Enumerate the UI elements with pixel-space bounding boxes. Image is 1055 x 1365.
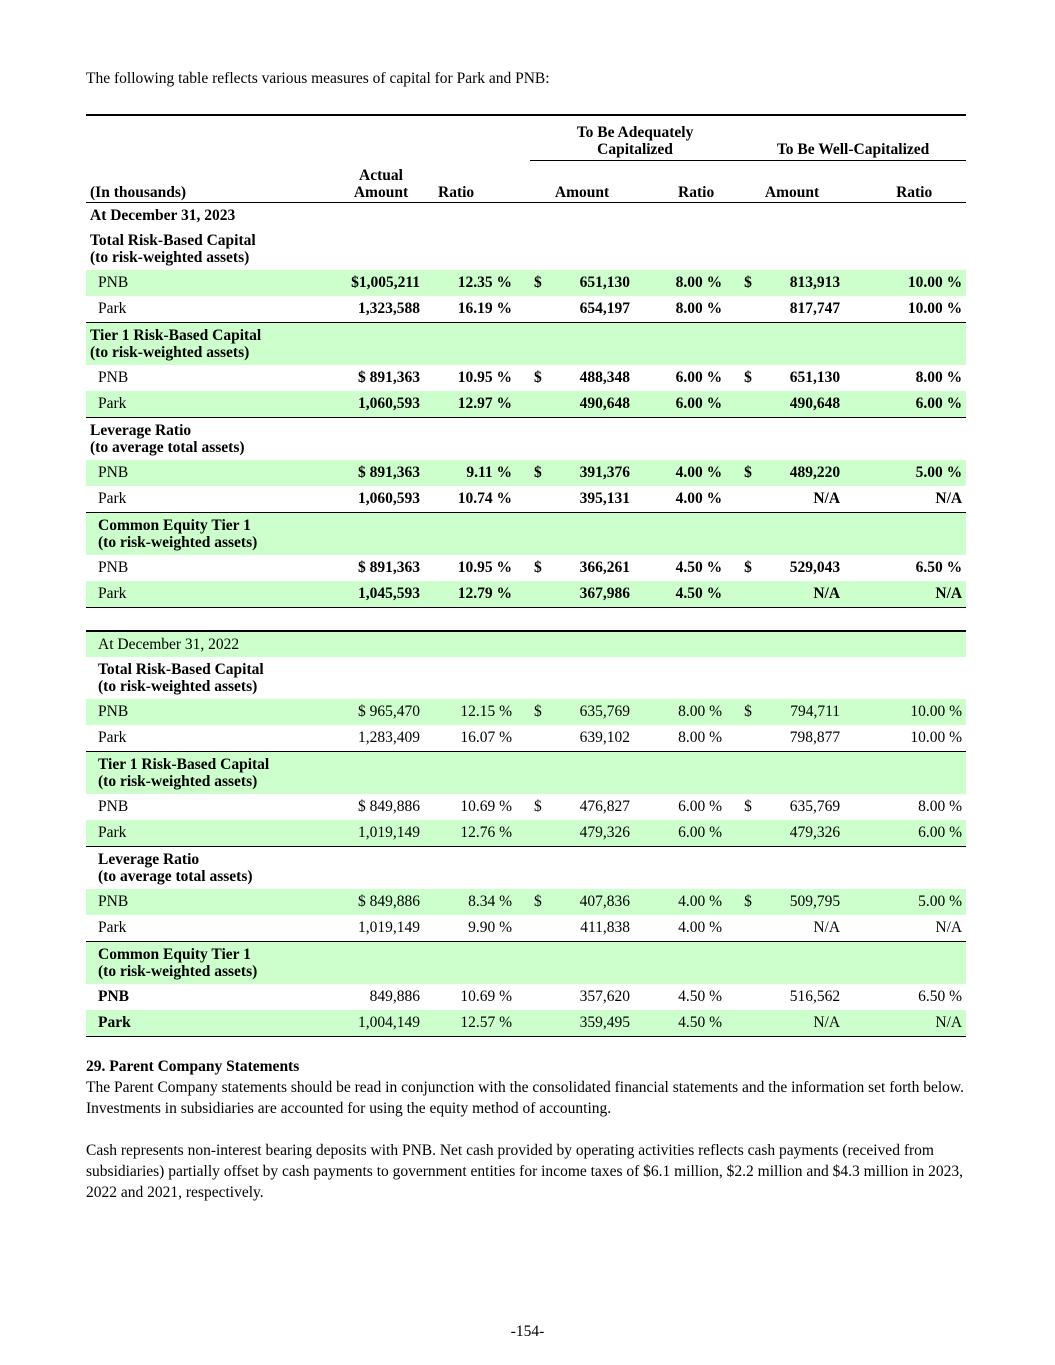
actual-ratio-cell: 9.90 % — [424, 915, 530, 942]
col-header-adq-amount: Amount — [530, 161, 634, 203]
section-title-line2: (to risk-weighted assets) — [98, 962, 258, 980]
table-row — [86, 391, 966, 418]
well-dollar-cell — [740, 391, 760, 418]
table-body-2022 — [86, 631, 966, 1037]
section-header-row — [86, 846, 966, 889]
section-title-line1: Leverage Ratio — [98, 850, 200, 868]
well-ratio-cell: N/A — [844, 1010, 966, 1037]
actual-amount-cell: 1,019,149 — [338, 820, 424, 847]
actual-ratio-cell: 12.57 % — [424, 1010, 530, 1037]
actual-ratio-cell: 12.15 % — [460, 703, 513, 720]
actual-amount-cell: 1,323,588 — [338, 296, 424, 323]
actual-ratio-cell: 9.11 % — [466, 464, 513, 481]
well-dollar-cell — [740, 486, 760, 513]
section-title — [86, 512, 966, 555]
adq-ratio-cell: 6.00 % — [634, 820, 740, 847]
section-title-line1: Leverage Ratio — [90, 421, 192, 439]
well-amount-cell: 529,043 — [789, 559, 841, 576]
adq-dollar-cell — [530, 581, 550, 608]
section-title-line2: (to risk-weighted assets) — [90, 343, 250, 361]
table-row — [86, 1010, 966, 1037]
adq-amount-cell: 651,130 — [579, 274, 631, 291]
well-ratio-cell: 8.00 % — [918, 798, 963, 815]
actual-amount-cell: $ 849,886 — [358, 893, 420, 910]
section-title-line1: Total Risk-Based Capital — [90, 231, 256, 249]
entity-cell: Park — [86, 486, 338, 513]
actual-ratio-cell: 10.95 % — [457, 369, 513, 386]
well-dollar-cell — [740, 581, 760, 608]
date-label: At December 31, 2023 — [90, 206, 236, 224]
adq-amount-cell: 359,495 — [550, 1010, 634, 1037]
well-ratio-cell: 6.50 % — [918, 988, 963, 1005]
well-amount-cell: 516,562 — [789, 988, 841, 1005]
actual-ratio-cell: 12.79 % — [424, 581, 530, 608]
table-row — [86, 915, 966, 942]
well-amount-cell: 798,877 — [760, 725, 844, 752]
section-title-line2: (to risk-weighted assets) — [90, 248, 250, 266]
well-dollar-cell: $ — [744, 559, 752, 576]
well-ratio-cell: 6.50 % — [915, 559, 963, 576]
table-row — [86, 555, 966, 581]
section-title — [86, 941, 966, 984]
section-title-line2: (to average total assets) — [98, 867, 253, 885]
actual-ratio-cell: 10.69 % — [460, 988, 513, 1005]
section-title-line1: Tier 1 Risk-Based Capital — [90, 326, 262, 344]
adq-dollar-cell — [530, 915, 550, 942]
entity-cell: Park — [86, 1010, 338, 1037]
adq-dollar-cell — [530, 820, 550, 847]
col-header-well-ratio: Ratio — [844, 161, 966, 203]
adq-amount-cell: 639,102 — [550, 725, 634, 752]
well-dollar-cell: $ — [744, 703, 752, 720]
well-amount-cell: 489,220 — [789, 464, 841, 481]
well-amount-cell: 817,747 — [760, 296, 844, 323]
entity-cell: Park — [86, 820, 338, 847]
section-title — [86, 657, 966, 699]
actual-ratio-cell: 16.19 % — [424, 296, 530, 323]
section-title-line2: (to risk-weighted assets) — [98, 772, 258, 790]
well-ratio-cell: 8.00 % — [915, 369, 963, 386]
entity-cell: PNB — [98, 464, 129, 481]
well-amount-cell: 794,711 — [790, 703, 841, 720]
col-header-in-thousands: (In thousands) — [86, 161, 338, 203]
well-ratio-cell: 6.00 % — [844, 391, 966, 418]
adq-dollar-cell: $ — [534, 274, 542, 291]
well-amount-cell: 490,648 — [760, 391, 844, 418]
section-header-row — [86, 417, 966, 460]
section-title — [86, 417, 966, 460]
adq-amount-cell: 476,827 — [579, 798, 631, 815]
well-amount-cell: 635,769 — [789, 798, 841, 815]
entity-cell: Park — [86, 296, 338, 323]
actual-amount-cell: $ 891,363 — [358, 464, 420, 481]
well-dollar-cell — [740, 296, 760, 323]
well-amount-cell: N/A — [760, 581, 844, 608]
table-row — [86, 889, 966, 915]
adq-ratio-cell: 8.00 % — [675, 274, 723, 291]
entity-cell: PNB — [98, 369, 129, 386]
adq-amount-cell: 490,648 — [550, 391, 634, 418]
well-dollar-cell — [740, 984, 760, 1010]
well-ratio-cell: 10.00 % — [844, 296, 966, 323]
adq-ratio-cell: 4.50 % — [675, 559, 723, 576]
adq-dollar-cell: $ — [534, 369, 542, 386]
adq-amount-cell: 479,326 — [550, 820, 634, 847]
adq-amount-cell: 407,836 — [579, 893, 631, 910]
well-dollar-cell — [740, 1010, 760, 1037]
actual-ratio-cell: 16.07 % — [424, 725, 530, 752]
adq-ratio-cell: 4.50 % — [678, 988, 723, 1005]
adq-amount-cell: 411,838 — [550, 915, 634, 942]
actual-amount-cell: 1,283,409 — [338, 725, 424, 752]
adq-dollar-cell: $ — [534, 703, 542, 720]
entity-cell: Park — [86, 915, 338, 942]
col-header-actual-amount: Actual Amount — [338, 161, 424, 203]
actual-ratio-cell: 10.69 % — [460, 798, 513, 815]
well-dollar-cell — [740, 915, 760, 942]
actual-ratio-cell: 10.95 % — [457, 559, 513, 576]
section-title-line1: Common Equity Tier 1 — [98, 945, 251, 963]
adq-ratio-cell: 8.00 % — [678, 703, 723, 720]
entity-cell: PNB — [98, 559, 129, 576]
table-row — [86, 794, 966, 820]
actual-amount-cell: $ 891,363 — [358, 559, 420, 576]
table-row — [86, 984, 966, 1010]
well-ratio-cell: 10.00 % — [907, 274, 963, 291]
notes-paragraph-2: Cash represents non-interest bearing deposits with PNB. Net cash provided by operating activities reflects cash payments (received from subsidiaries) partially offset by cash payments to government entities for income taxes of $6.1 million, $2.2 million and $4.3 million in 2023, 2022 and 2021, respectively. — [86, 1142, 964, 1201]
table-row — [86, 460, 966, 486]
entity-cell: Park — [86, 391, 338, 418]
table-row — [86, 486, 966, 513]
entity-cell: Park — [86, 581, 338, 608]
section-header-row — [86, 751, 966, 794]
well-amount-cell: N/A — [760, 486, 844, 513]
notes-heading: 29. Parent Company Statements — [86, 1058, 300, 1075]
well-dollar-cell: $ — [744, 464, 752, 481]
adq-ratio-cell: 4.00 % — [634, 915, 740, 942]
section-header-row — [86, 512, 966, 555]
col-header-adq-ratio: Ratio — [634, 161, 740, 203]
adq-ratio-cell: 4.00 % — [634, 486, 740, 513]
well-amount-cell: 479,326 — [760, 820, 844, 847]
well-dollar-cell: $ — [744, 893, 752, 910]
adq-amount-cell: 357,620 — [579, 988, 631, 1005]
actual-amount-cell: $ 849,886 — [358, 798, 420, 815]
section-title-line1: Common Equity Tier 1 — [98, 516, 251, 534]
adq-dollar-cell — [530, 984, 550, 1010]
date-row — [86, 202, 966, 228]
entity-cell: PNB — [98, 703, 129, 720]
actual-amount-cell: $ 891,363 — [358, 369, 420, 386]
notes-paragraph-1: The Parent Company statements should be read in conjunction with the consolidated financial statements and the information set forth below. Investments in subsidiaries are accounted for using the equity method of accounting. — [86, 1079, 964, 1117]
well-amount-cell: 651,130 — [789, 369, 841, 386]
well-dollar-cell: $ — [744, 274, 752, 291]
well-amount-cell: 813,913 — [789, 274, 841, 291]
actual-amount-cell: $ 965,470 — [358, 703, 420, 720]
table-row — [86, 725, 966, 752]
adq-amount-cell: 654,197 — [550, 296, 634, 323]
capital-table-wrapper — [86, 114, 966, 1037]
adq-ratio-cell: 4.00 % — [678, 893, 723, 910]
group-header-well: To Be Well-Capitalized — [740, 124, 966, 161]
actual-amount-cell: 1,004,149 — [338, 1010, 424, 1037]
adq-dollar-cell — [530, 486, 550, 513]
section-header-row — [86, 657, 966, 699]
adq-ratio-cell: 6.00 % — [634, 391, 740, 418]
section-header-row — [86, 322, 966, 365]
actual-amount-cell: $1,005,211 — [351, 274, 420, 291]
notes-section — [86, 1056, 966, 1224]
actual-ratio-cell: 12.35 % — [457, 274, 513, 291]
actual-amount-cell: 1,019,149 — [338, 915, 424, 942]
entity-cell: PNB — [98, 798, 129, 815]
section-title-line1: Total Risk-Based Capital — [98, 660, 264, 678]
actual-ratio-cell: 12.97 % — [424, 391, 530, 418]
well-ratio-cell: 6.00 % — [844, 820, 966, 847]
adq-ratio-cell: 4.50 % — [634, 581, 740, 608]
entity-cell: Park — [86, 725, 338, 752]
col-header-ratio: Ratio — [424, 161, 530, 203]
entity-cell: PNB — [98, 274, 129, 291]
well-amount-cell: N/A — [760, 915, 844, 942]
section-title-line2: (to average total assets) — [90, 438, 245, 456]
adq-ratio-cell: 6.00 % — [675, 369, 723, 386]
section-title — [86, 228, 966, 270]
table-row — [86, 296, 966, 323]
table-row — [86, 365, 966, 391]
group-header-adequately: To Be Adequately Capitalized — [530, 124, 740, 161]
actual-amount-cell: 1,060,593 — [338, 391, 424, 418]
actual-amount-cell: 849,886 — [369, 988, 420, 1005]
adq-dollar-cell: $ — [534, 464, 542, 481]
section-header-row — [86, 228, 966, 270]
adq-amount-cell: 635,769 — [579, 703, 631, 720]
section-title-line2: (to risk-weighted assets) — [98, 677, 258, 695]
adq-ratio-cell: 4.50 % — [634, 1010, 740, 1037]
well-ratio-cell: 10.00 % — [844, 725, 966, 752]
entity-cell: PNB — [98, 988, 129, 1005]
section-title-line2: (to risk-weighted assets) — [98, 533, 258, 551]
section-title — [86, 751, 966, 794]
well-dollar-cell: $ — [744, 369, 752, 386]
well-dollar-cell — [740, 820, 760, 847]
adq-ratio-cell: 8.00 % — [634, 296, 740, 323]
well-dollar-cell — [740, 725, 760, 752]
table-row — [86, 270, 966, 296]
section-title — [86, 846, 966, 889]
adq-dollar-cell — [530, 1010, 550, 1037]
section-title-line1: Tier 1 Risk-Based Capital — [98, 755, 270, 773]
actual-amount-cell: 1,045,593 — [338, 581, 424, 608]
table-body-2023 — [86, 202, 966, 607]
section-title — [86, 322, 966, 365]
page-number: -154- — [510, 1323, 545, 1340]
adq-amount-cell: 366,261 — [579, 559, 631, 576]
table-row — [86, 820, 966, 847]
well-amount-cell: 509,795 — [789, 893, 841, 910]
date-label: At December 31, 2022 — [86, 631, 966, 657]
actual-amount-cell: 1,060,593 — [338, 486, 424, 513]
well-ratio-cell: 5.00 % — [918, 893, 963, 910]
adq-amount-cell: 488,348 — [579, 369, 631, 386]
adq-ratio-cell: 4.00 % — [675, 464, 723, 481]
adq-dollar-cell: $ — [534, 893, 542, 910]
adq-dollar-cell: $ — [534, 798, 542, 815]
section-header-row — [86, 941, 966, 984]
adq-dollar-cell — [530, 296, 550, 323]
table-header — [86, 115, 966, 202]
adq-dollar-cell — [530, 725, 550, 752]
adq-dollar-cell: $ — [534, 559, 542, 576]
capital-table — [86, 114, 966, 1037]
well-ratio-cell: 5.00 % — [915, 464, 963, 481]
adq-ratio-cell: 8.00 % — [634, 725, 740, 752]
well-dollar-cell: $ — [744, 798, 752, 815]
well-ratio-cell: 10.00 % — [910, 703, 963, 720]
date-row — [86, 631, 966, 657]
adq-amount-cell: 395,131 — [550, 486, 634, 513]
adq-dollar-cell — [530, 391, 550, 418]
table-row — [86, 581, 966, 608]
actual-ratio-cell: 10.74 % — [424, 486, 530, 513]
table-row — [86, 699, 966, 725]
adq-amount-cell: 391,376 — [579, 464, 631, 481]
intro-text: The following table reflects various measures of capital for Park and PNB: — [86, 70, 550, 87]
actual-ratio-cell: 8.34 % — [468, 893, 513, 910]
well-ratio-cell: N/A — [844, 581, 966, 608]
adq-amount-cell: 367,986 — [550, 581, 634, 608]
entity-cell: PNB — [98, 893, 129, 910]
well-amount-cell: N/A — [760, 1010, 844, 1037]
adq-ratio-cell: 6.00 % — [678, 798, 723, 815]
well-ratio-cell: N/A — [844, 915, 966, 942]
actual-ratio-cell: 12.76 % — [424, 820, 530, 847]
well-ratio-cell: N/A — [844, 486, 966, 513]
table-spacer — [86, 607, 966, 631]
col-header-well-amount: Amount — [740, 161, 844, 203]
